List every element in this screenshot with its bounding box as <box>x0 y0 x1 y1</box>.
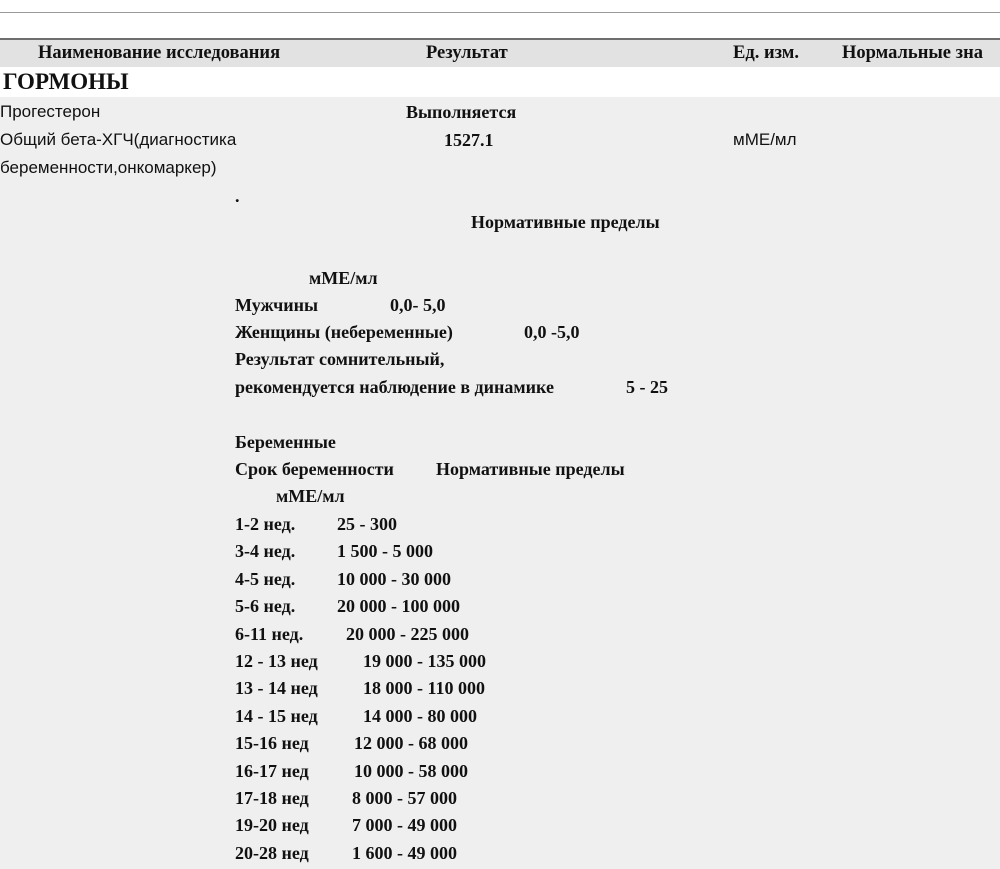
header-unit: Ед. изм. <box>733 43 800 63</box>
test-name-hcg: Общий бета-ХГЧ(диагностика <box>0 130 237 149</box>
test-unit-hcg: мМЕ/мл <box>733 130 797 149</box>
doubtful-line1: Результат сомнительный, <box>235 349 445 369</box>
pregnancy-term: 15-16 нед <box>235 733 309 753</box>
pregnancy-range: 8 000 - 57 000 <box>352 788 457 808</box>
women-range: 0,0 -5,0 <box>524 322 580 342</box>
pregnancy-range: 10 000 - 30 000 <box>337 569 451 589</box>
reference-dot: . <box>235 186 240 206</box>
test-name-progesterone: Прогестерон <box>0 102 101 121</box>
pregnancy-term: 17-18 нед <box>235 788 309 808</box>
blank-row <box>0 13 1000 38</box>
pregnancy-range: 1 600 - 49 000 <box>352 843 457 863</box>
pregnant-col-term: Срок беременности <box>235 459 394 479</box>
men-range: 0,0- 5,0 <box>390 295 446 315</box>
header-test-name: Наименование исследования <box>38 43 281 63</box>
pregnancy-range: 10 000 - 58 000 <box>354 761 468 781</box>
pregnancy-term: 12 - 13 нед <box>235 651 318 671</box>
pregnancy-range: 18 000 - 110 000 <box>363 678 486 698</box>
results-body <box>0 97 1000 869</box>
pregnancy-term: 14 - 15 нед <box>235 706 318 726</box>
header-result: Результат <box>426 43 508 63</box>
pregnancy-term: 20-28 нед <box>235 843 309 863</box>
pregnancy-range: 12 000 - 68 000 <box>354 733 468 753</box>
pregnancy-term: 19-20 нед <box>235 815 309 835</box>
reference-title: Нормативные пределы <box>471 212 660 232</box>
table-header <box>0 38 1000 67</box>
pregnancy-term: 16-17 нед <box>235 761 309 781</box>
pregnancy-range: 14 000 - 80 000 <box>363 706 477 726</box>
pregnant-unit: мМЕ/мл <box>276 486 345 506</box>
doubtful-line2: рекомендуется наблюдение в динамике <box>235 377 554 397</box>
reference-unit: мМЕ/мл <box>309 268 378 288</box>
men-label: Мужчины <box>235 295 319 315</box>
test-name-hcg-line2: беременности,онкомаркер) <box>0 158 217 177</box>
section-title: ГОРМОНЫ <box>3 69 129 94</box>
top-margin <box>0 0 1000 12</box>
pregnancy-range: 7 000 - 49 000 <box>352 815 457 835</box>
test-result-hcg: 1527.1 <box>444 130 494 150</box>
pregnant-col-limits: Нормативные пределы <box>436 459 625 479</box>
pregnancy-range: 25 - 300 <box>337 514 397 534</box>
test-result-progesterone: Выполняется <box>406 102 517 122</box>
doubtful-range: 5 - 25 <box>626 377 668 397</box>
pregnancy-term: 1-2 нед. <box>235 514 296 534</box>
pregnancy-term: 5-6 нед. <box>235 596 296 616</box>
pregnancy-term: 6-11 нед. <box>235 624 304 644</box>
pregnancy-range: 20 000 - 225 000 <box>346 624 469 644</box>
section-header <box>0 67 1000 97</box>
pregnancy-term: 3-4 нед. <box>235 541 296 561</box>
header-normal-values: Нормальные зна <box>842 43 983 63</box>
pregnancy-term: 13 - 14 нед <box>235 678 318 698</box>
pregnancy-range: 19 000 - 135 000 <box>363 651 486 671</box>
pregnancy-range: 20 000 - 100 000 <box>337 596 460 616</box>
women-label: Женщины (небеременные) <box>235 322 453 342</box>
pregnancy-term: 4-5 нед. <box>235 569 296 589</box>
pregnant-title: Беременные <box>235 432 336 452</box>
pregnancy-range: 1 500 - 5 000 <box>337 541 433 561</box>
